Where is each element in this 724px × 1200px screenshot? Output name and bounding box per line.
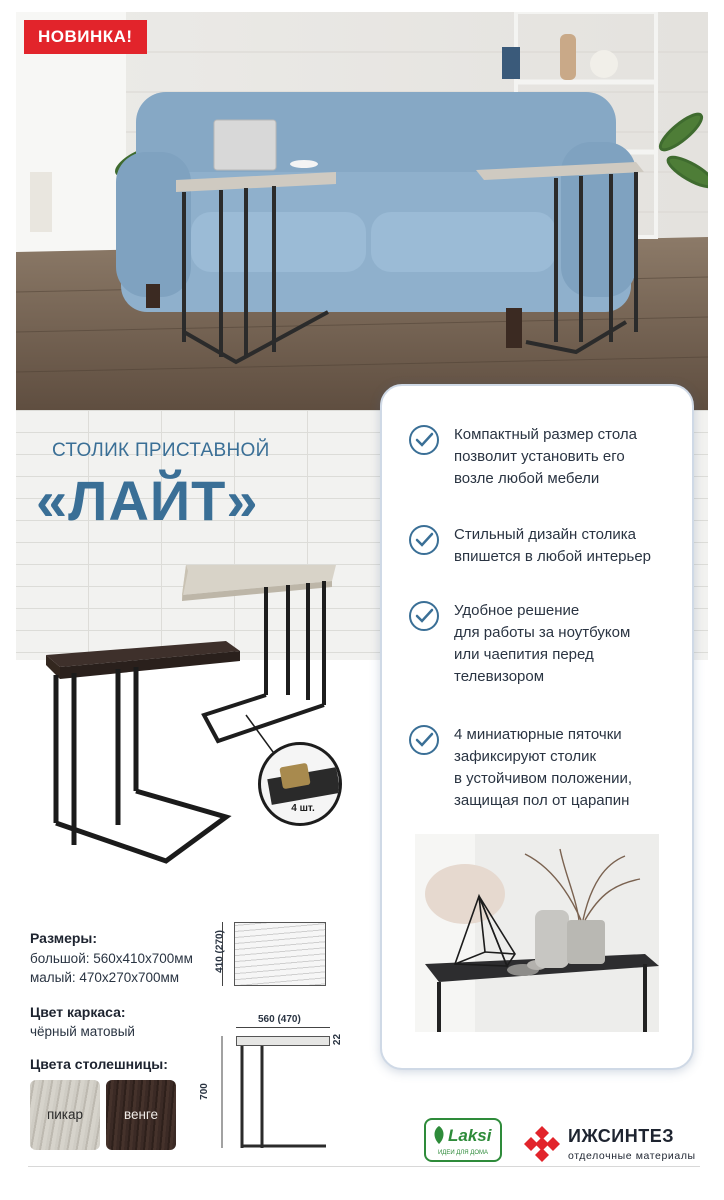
check-circle-icon xyxy=(408,524,440,556)
check-circle-icon xyxy=(408,724,440,756)
check-circle-icon xyxy=(408,600,440,632)
height-dimension: 700 xyxy=(198,1083,210,1100)
feature-item xyxy=(408,524,698,572)
feature-line: для работы за ноутбуком xyxy=(454,624,631,641)
swatch-pikar-label: пикар xyxy=(46,1107,84,1122)
brand-name: ИЖСИНТЕЗ xyxy=(568,1126,674,1146)
feature-item xyxy=(408,600,698,692)
feature-item xyxy=(408,424,698,496)
izhsintez-logo xyxy=(522,1122,712,1166)
size-big: большой: 560x410x700мм xyxy=(30,951,193,966)
feature-line: зафиксируют столик xyxy=(454,748,597,765)
product-tables-illustration xyxy=(36,555,376,875)
feature-line: 4 миниатюрные пяточки xyxy=(454,726,622,743)
feature-line: защищая пол от царапин xyxy=(454,792,630,809)
feature-item xyxy=(408,724,698,816)
depth-dimension: 410 (270) xyxy=(214,930,226,973)
check-circle-icon xyxy=(408,424,440,456)
feature-line: в устойчивом положении, xyxy=(454,770,633,787)
feature-line: или чаепития перед xyxy=(454,646,594,663)
laksi-logo-icon xyxy=(430,1124,448,1146)
thickness-dimension: 22 xyxy=(332,1033,344,1046)
feature-line: возле любой мебели xyxy=(454,470,600,487)
new-badge: НОВИНКА! xyxy=(24,20,147,54)
side-view-frame xyxy=(216,1036,336,1152)
footer-divider xyxy=(28,1166,700,1167)
sizes-label: Размеры: xyxy=(30,930,98,946)
interior-illustration xyxy=(415,834,659,1032)
feature-line: Стильный дизайн столика xyxy=(454,526,637,543)
laksi-tagline: ИДЕИ ДЛЯ ДОМА xyxy=(437,1150,489,1156)
product-subtitle: СТОЛИК ПРИСТАВНОЙ xyxy=(52,440,270,461)
size-small: малый: 470x270x700мм xyxy=(30,970,180,985)
product-title: «ЛАЙТ» xyxy=(36,469,259,532)
width-dimension: 560 (470) xyxy=(258,1014,301,1025)
swatch-pikar xyxy=(30,1080,100,1150)
feature-line: впишется в любой интерьер xyxy=(454,548,652,565)
hero-photo xyxy=(16,12,708,410)
feature-line: позволит установить его xyxy=(454,448,625,465)
swatch-venge xyxy=(106,1080,176,1150)
tabletop-colors-label: Цвета столешницы: xyxy=(30,1056,168,1072)
width-dimension-line xyxy=(236,1027,330,1028)
frame-color-label: Цвет каркаса: xyxy=(30,1004,126,1020)
foot-pad-count: 4 шт. xyxy=(291,803,315,814)
swatch-venge-label: венге xyxy=(123,1107,159,1122)
laksi-logo xyxy=(424,1118,502,1162)
foot-pad-callout xyxy=(258,742,342,826)
feature-line: Компактный размер стола xyxy=(454,426,637,443)
top-view-drawing xyxy=(234,922,326,986)
frame-color-value: чёрный матовый xyxy=(30,1024,135,1039)
izhsintez-logo-icon xyxy=(522,1124,562,1164)
feature-line: телевизором xyxy=(454,668,545,685)
laksi-name: Laksi xyxy=(448,1126,492,1145)
interior-photo xyxy=(415,834,659,1032)
brand-tagline: отделочные материалы xyxy=(568,1150,696,1162)
feature-line: Удобное решение xyxy=(454,602,580,619)
living-room-illustration xyxy=(16,12,708,410)
